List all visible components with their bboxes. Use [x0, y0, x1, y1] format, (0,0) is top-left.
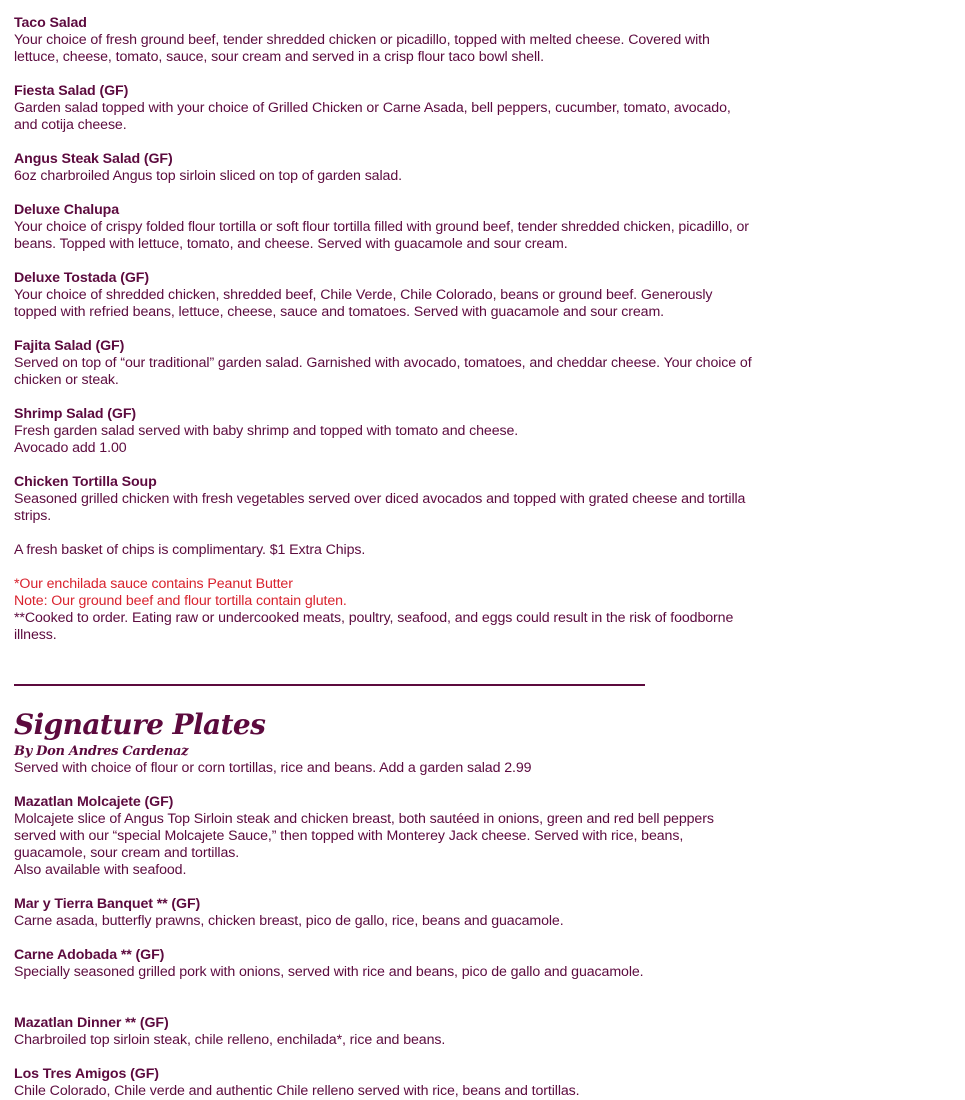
menu-content [14, 15, 794, 1100]
menu-item [14, 794, 794, 879]
item-description: Also available with seafood. [14, 862, 187, 878]
menu-item [14, 474, 794, 525]
item-name: Carne Adobada ** (GF) [14, 947, 165, 963]
item-description: Garden salad topped with your choice of Grilled Chicken or Carne Asada, bell peppers, cucumber, tomato, avocado, [14, 100, 731, 116]
menu-item [14, 1066, 794, 1100]
item-description: and cotija cheese. [14, 117, 127, 133]
item-description: Your choice of crispy folded flour tortilla or soft flour tortilla filled with ground beef, tender shredded chicken, picadillo, or [14, 219, 749, 235]
cooked-to-order-note: illness. [14, 627, 57, 643]
item-description: strips. [14, 508, 52, 524]
menu-item [14, 202, 794, 253]
item-description: Specially seasoned grilled pork with onions, served with rice and beans, pico de gallo and guacamole. [14, 964, 644, 980]
item-description: Your choice of shredded chicken, shredded beef, Chile Verde, Chile Colorado, beans or ground beef. Generously [14, 287, 713, 303]
section-title: Signature Plates [14, 708, 266, 741]
item-name: Shrimp Salad (GF) [14, 406, 137, 422]
menu-item [14, 338, 794, 389]
item-name: Deluxe Tostada (GF) [14, 270, 150, 286]
menu-item [14, 270, 794, 321]
item-description: 6oz charbroiled Angus top sirloin sliced on top of garden salad. [14, 168, 402, 184]
item-name: Deluxe Chalupa [14, 202, 120, 218]
signature-section-header [14, 708, 794, 760]
item-description: guacamole, sour cream and tortillas. [14, 845, 240, 861]
gluten-warning: Note: Our ground beef and flour tortilla contain gluten. [14, 593, 347, 609]
item-name: Fiesta Salad (GF) [14, 83, 129, 99]
allergy-notes [14, 576, 794, 644]
item-name: Angus Steak Salad (GF) [14, 151, 173, 167]
menu-item [14, 406, 794, 457]
section-intro-text: Served with choice of flour or corn tortillas, rice and beans. Add a garden salad 2.99 [14, 760, 532, 776]
section-byline: By Don Andres Cardenaz [14, 744, 189, 759]
item-description: lettuce, cheese, tomato, sauce, sour cream and served in a crisp flour taco bowl shell. [14, 49, 544, 65]
item-description: Carne asada, butterfly prawns, chicken breast, pico de gallo, rice, beans and guacamole. [14, 913, 564, 929]
cooked-to-order-note: **Cooked to order. Eating raw or undercooked meats, poultry, seafood, and eggs could result in the risk of foodborne [14, 610, 734, 626]
menu-item [14, 947, 794, 981]
item-description: served with our “special Molcajete Sauce,” then topped with Monterey Jack cheese. Served with rice, beans, [14, 828, 684, 844]
menu-item [14, 83, 794, 134]
item-description: Avocado add 1.00 [14, 440, 127, 456]
item-description: Chile Colorado, Chile verde and authentic Chile relleno served with rice, beans and tortillas. [14, 1083, 580, 1099]
item-name: Mazatlan Molcajete (GF) [14, 794, 174, 810]
menu-item [14, 151, 794, 185]
item-name: Chicken Tortilla Soup [14, 474, 157, 490]
chips-note [14, 542, 794, 559]
item-description: Molcajete slice of Angus Top Sirloin steak and chicken breast, both sautéed in onions, green and red bell peppers [14, 811, 714, 827]
item-description: chicken or steak. [14, 372, 119, 388]
peanut-warning: *Our enchilada sauce contains Peanut Butter [14, 576, 293, 592]
item-name: Mazatlan Dinner ** (GF) [14, 1015, 169, 1031]
item-description: Your choice of fresh ground beef, tender shredded chicken or picadillo, topped with melted cheese. Covered with [14, 32, 710, 48]
section-intro [14, 760, 794, 777]
item-description: beans. Topped with lettuce, tomato, and cheese. Served with guacamole and sour cream. [14, 236, 568, 252]
chips-note-text: A fresh basket of chips is complimentary. $1 Extra Chips. [14, 542, 366, 558]
item-name: Mar y Tierra Banquet ** (GF) [14, 896, 201, 912]
menu-item [14, 15, 794, 66]
item-description: Charbroiled top sirloin steak, chile relleno, enchilada*, rice and beans. [14, 1032, 446, 1048]
item-description: Seasoned grilled chicken with fresh vegetables served over diced avocados and topped with grated cheese and tortilla [14, 491, 746, 507]
item-description: Fresh garden salad served with baby shrimp and topped with tomato and cheese. [14, 423, 519, 439]
item-name: Taco Salad [14, 15, 87, 31]
item-description: Served on top of “our traditional” garden salad. Garnished with avocado, tomatoes, and cheddar cheese. Your choice of [14, 355, 752, 371]
section-divider [14, 684, 645, 686]
menu-item [14, 1015, 794, 1049]
item-description: topped with refried beans, lettuce, cheese, sauce and tomatoes. Served with guacamole and sour cream. [14, 304, 665, 320]
item-name: Fajita Salad (GF) [14, 338, 125, 354]
item-name: Los Tres Amigos (GF) [14, 1066, 159, 1082]
menu-item [14, 896, 794, 930]
